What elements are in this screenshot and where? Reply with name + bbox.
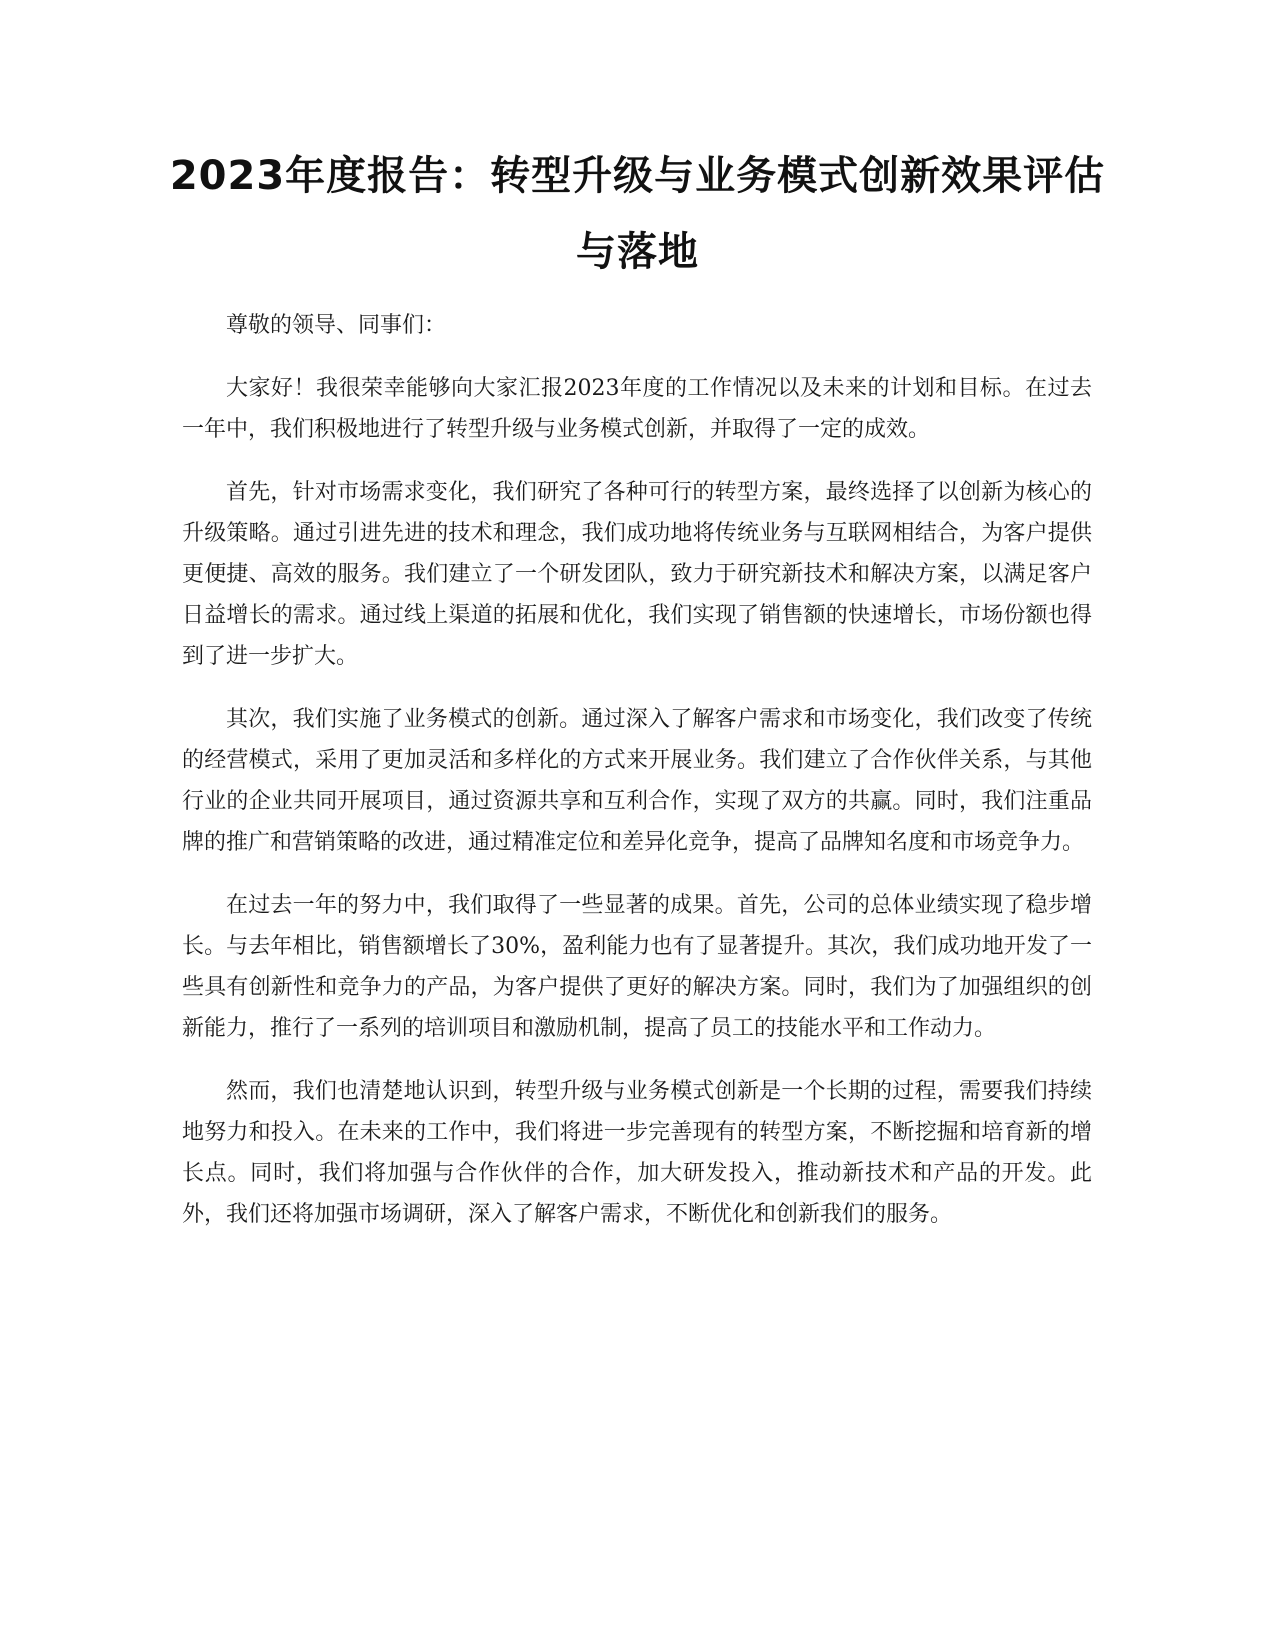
paragraph: 首先，针对市场需求变化，我们研究了各种可行的转型方案，最终选择了以创新为核心的升级策略。通过引进先进的技术和理念，我们成功地将传统业务与互联网相结合，为客户提供更便捷、高效的服务。我们建立了一个研发团队，致力于研究新技术和解决方案，以满足客户日益增长的需求。通过线上渠道的拓展和优化，我们实现了销售额的快速增长，市场份额也得到了进一步扩大。 — [182, 480, 1092, 669]
document-title: 2023年度报告：转型升级与业务模式创新效果评估与落地 — [169, 153, 1106, 275]
paragraph: 大家好！我很荣幸能够向大家汇报2023年度的工作情况以及未来的计划和目标。在过去一年中，我们积极地进行了转型升级与业务模式创新，并取得了一定的成效。 — [182, 376, 1092, 442]
salutation: 尊敬的领导、同事们： — [226, 313, 447, 338]
paragraph: 其次，我们实施了业务模式的创新。通过深入了解客户需求和市场变化，我们改变了传统的经营模式，采用了更加灵活和多样化的方式来开展业务。我们建立了合作伙伴关系，与其他行业的企业共同开展项目，通过资源共享和互利合作，实现了双方的共赢。同时，我们注重品牌的推广和营销策略的改进，通过精准定位和差异化竞争，提高了品牌知名度和市场竞争力。 — [182, 707, 1092, 855]
document-body — [182, 305, 1092, 1257]
paragraph: 然而，我们也清楚地认识到，转型升级与业务模式创新是一个长期的过程，需要我们持续地努力和投入。在未来的工作中，我们将进一步完善现有的转型方案，不断挖掘和培育新的增长点。同时，我们将加强与合作伙伴的合作，加大研发投入，推动新技术和产品的开发。此外，我们还将加强市场调研，深入了解客户需求，不断优化和创新我们的服务。 — [182, 1079, 1092, 1227]
paragraph: 在过去一年的努力中，我们取得了一些显著的成果。首先，公司的总体业绩实现了稳步增长。与去年相比，销售额增长了30%，盈利能力也有了显著提升。其次，我们成功地开发了一些具有创新性和竞争力的产品，为客户提供了更好的解决方案。同时，我们为了加强组织的创新能力，推行了一系列的培训项目和激励机制，提高了员工的技能水平和工作动力。 — [182, 893, 1092, 1041]
